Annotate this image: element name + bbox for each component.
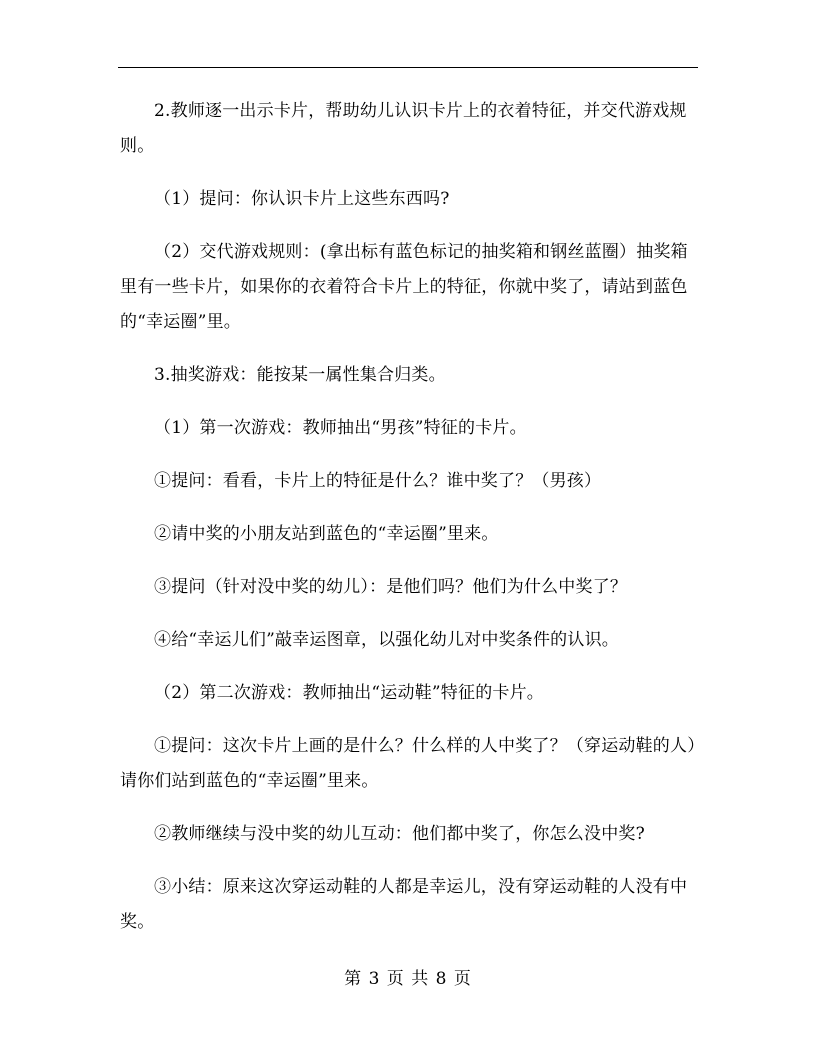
paragraph-question-1: （1）提问：你认识卡片上这些东西吗? — [154, 189, 450, 209]
page-number-footer: 第 3 页 共 8 页 — [344, 969, 472, 989]
paragraph-game-2-item-2: ②教师继续与没中奖的幼儿互动：他们都中奖了，你怎么没中奖? — [154, 824, 645, 844]
header-rule — [118, 67, 698, 68]
paragraph-step-3: 3.抽奖游戏：能按某一属性集合归类。 — [154, 365, 446, 385]
paragraph-step-2: 2.教师逐一出示卡片，帮助幼儿认识卡片上的衣着特征，并交代游戏规则。 — [120, 101, 687, 156]
document-body — [120, 94, 700, 958]
paragraph-game-1-item-1: ①提问：看看，卡片上的特征是什么？谁中奖了？（男孩） — [154, 471, 602, 491]
paragraph-game-2-item-1: ①提问：这次卡片上画的是什么？什么样的人中奖了？（穿运动鞋的人）请你们站到蓝色的“幸运圈”里来。 — [120, 736, 696, 791]
paragraph-game-1-item-4: ④给“幸运儿们”敲幸运图章，以强化幼儿对中奖条件的认识。 — [154, 630, 619, 650]
paragraph-game-1-item-2: ②请中奖的小朋友站到蓝色的“幸运圈”里来。 — [154, 524, 499, 544]
paragraph-game-2-item-3: ③小结：原来这次穿运动鞋的人都是幸运儿，没有穿运动鞋的人没有中奖。 — [120, 877, 688, 932]
paragraph-game-2: （2）第二次游戏：教师抽出“运动鞋”特征的卡片。 — [154, 683, 544, 703]
paragraph-game-1-item-3: ③提问（针对没中奖的幼儿）：是他们吗？他们为什么中奖了？ — [154, 577, 628, 597]
paragraph-game-1: （1）第一次游戏：教师抽出“男孩”特征的卡片。 — [154, 418, 527, 438]
paragraph-rules: （2）交代游戏规则：(拿出标有蓝色标记的抽奖箱和钢丝蓝圈）抽奖箱里有一些卡片，如果你的衣着符合卡片上的特征，你就中奖了，请站到蓝色的“幸运圈”里。 — [120, 242, 688, 332]
